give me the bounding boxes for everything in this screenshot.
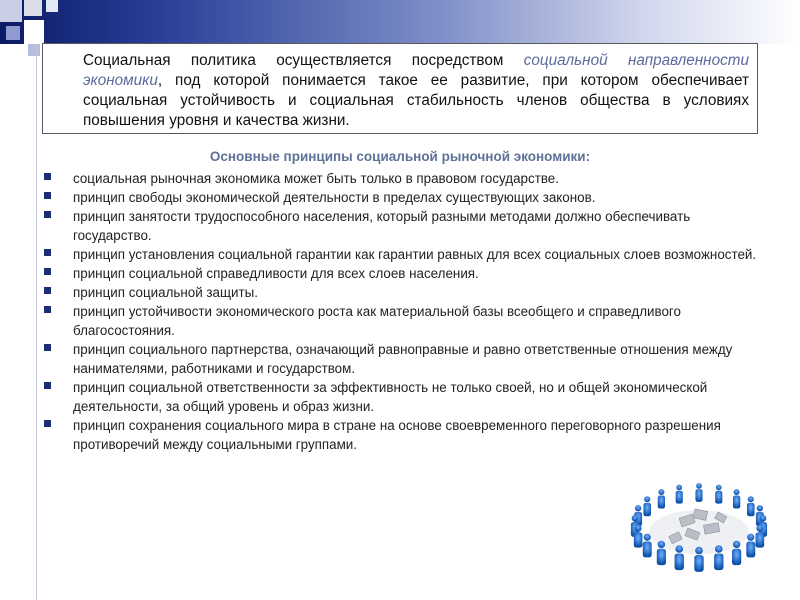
person-figure-icon	[643, 496, 651, 516]
person-figure-icon	[715, 485, 722, 504]
person-figure-icon	[657, 541, 666, 565]
person-figure-icon	[733, 489, 740, 508]
principles-heading: Основные принципы социальной рыночной экономики:	[209, 149, 591, 164]
list-item: социальная рыночная экономика может быть только в правовом государстве.	[44, 169, 764, 188]
bullet-icon	[44, 268, 51, 275]
definition-lead: Социальная политика осуществляется посредством	[83, 52, 524, 69]
bullet-icon	[44, 344, 51, 351]
person-figure-icon	[658, 489, 665, 508]
bullet-icon	[44, 211, 51, 218]
principles-list	[44, 169, 764, 454]
definition-rest: , под которой понимается такое ее развитие, при котором обеспечивает социальная устойчивость и социальная стабильность членов общества в условиях повышения уровня и качества жизни.	[83, 72, 749, 129]
bullet-icon	[44, 287, 51, 294]
title-band	[0, 0, 800, 44]
bullet-icon	[44, 420, 51, 427]
bullet-icon	[44, 382, 51, 389]
list-item: принцип социальной ответственности за эффективность не только своей, но и общей экономической деятельности, за общий уровень и образ жизни.	[44, 378, 764, 416]
person-figure-icon	[694, 547, 703, 572]
person-figure-icon	[747, 496, 755, 516]
definition-emphasis: социальной направленности экономики	[83, 52, 749, 89]
bullet-icon	[44, 192, 51, 199]
person-figure-icon	[676, 485, 683, 504]
bullet-icon	[44, 249, 51, 256]
person-figure-icon	[675, 545, 684, 570]
person-figure-icon	[634, 525, 643, 548]
left-rule	[36, 44, 37, 600]
person-figure-icon	[756, 525, 765, 548]
list-item: принцип свободы экономической деятельности в пределах существующих законов.	[44, 188, 764, 207]
bullet-icon	[44, 306, 51, 313]
list-item: принцип социальной защиты.	[44, 283, 764, 302]
bullet-icon	[44, 173, 51, 180]
list-item: принцип социального партнерства, означающий равноправные и равно ответственные отношения между нанимателями, работниками и государством.	[44, 340, 764, 378]
person-figure-icon	[746, 534, 755, 558]
person-figure-icon	[714, 545, 723, 570]
person-figure-icon	[732, 541, 741, 565]
list-item: принцип занятости трудоспособного населения, который разными методами должно обеспечивать государство.	[44, 207, 764, 245]
list-item: принцип устойчивости экономического роста как материальной базы всеобщего и справедливого благосостояния.	[44, 302, 764, 340]
people-circle-puzzle-icon	[624, 474, 774, 584]
list-item: принцип сохранения социального мира в стране на основе своевременного переговорного разрешения противоречий между социальными группами.	[44, 416, 764, 454]
list-item: принцип социальной справедливости для всех слоев населения.	[44, 264, 764, 283]
person-figure-icon	[643, 534, 652, 558]
list-item: принцип установления социальной гарантии как гарантии равных для всех социальных слоев возможностей.	[44, 245, 764, 264]
person-figure-icon	[695, 483, 702, 502]
definition-box	[42, 43, 758, 134]
